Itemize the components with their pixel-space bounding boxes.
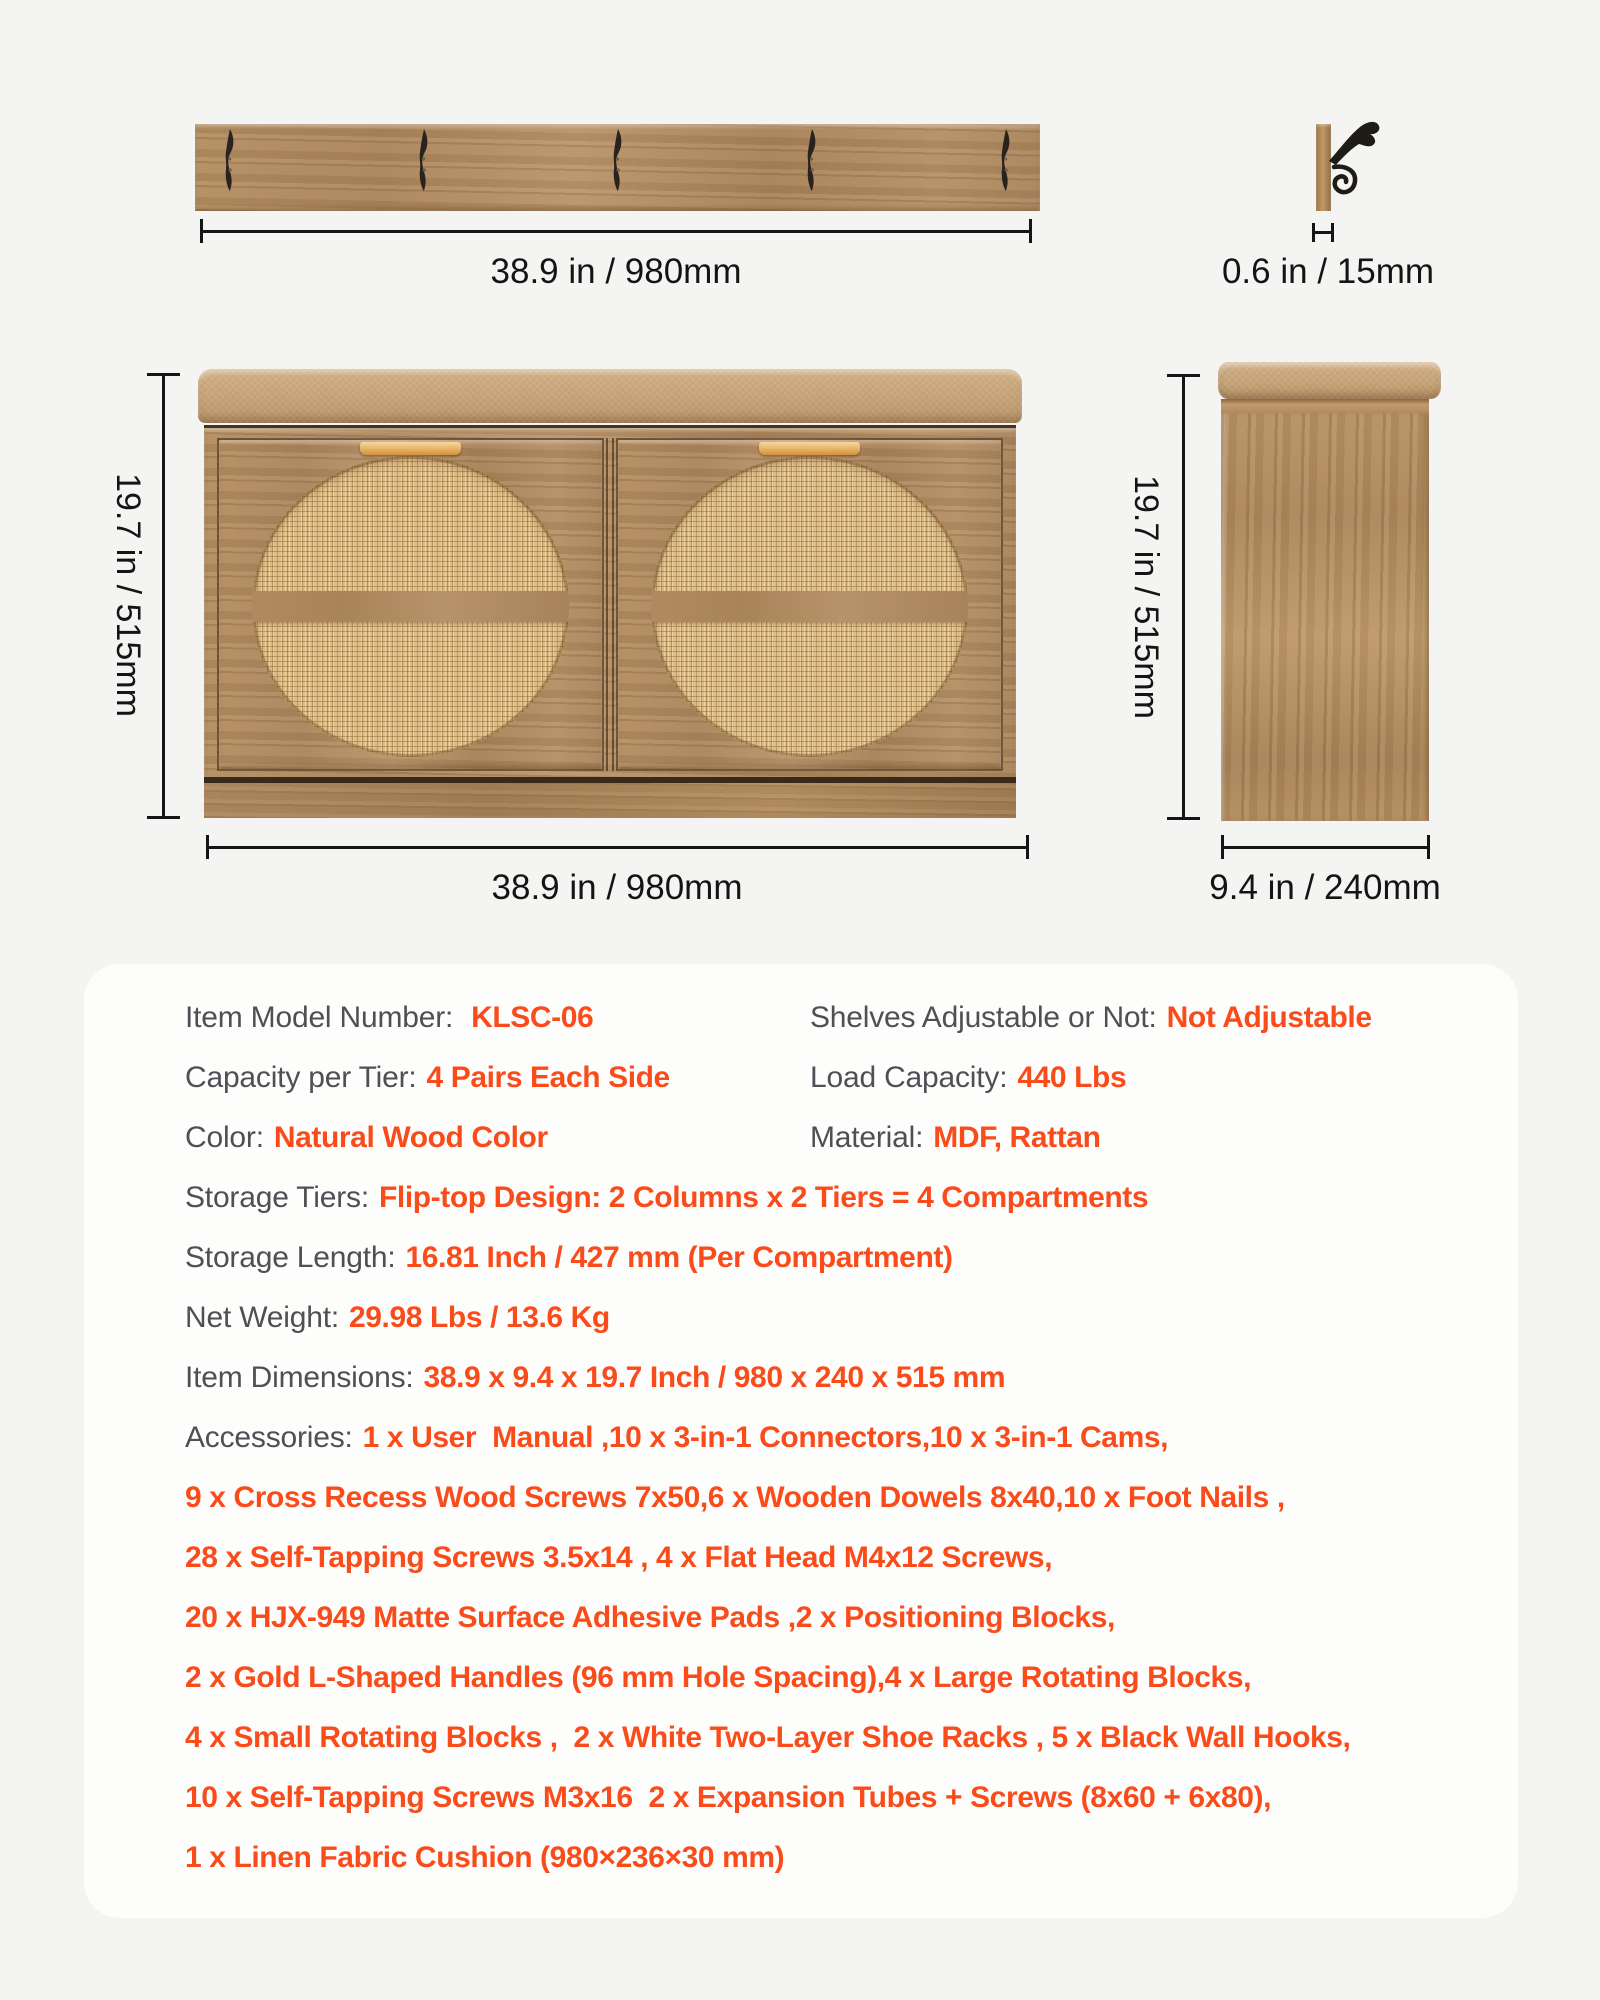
spec-cell [810, 1001, 1372, 1035]
rattan-panel [651, 456, 968, 757]
spec-label: Shelves Adjustable or Not: [810, 1001, 1157, 1034]
spec-cell [185, 1721, 1351, 1755]
bench-cushion [198, 369, 1022, 423]
spec-row [185, 1288, 1478, 1348]
spec-cell [185, 1541, 1052, 1575]
bench-cabinet [204, 425, 1016, 818]
spec-cell [185, 1301, 610, 1335]
spec-label: Net Weight: [185, 1301, 339, 1334]
spec-row [185, 1228, 1478, 1288]
coat-hook-icon [609, 128, 627, 192]
spec-cell [185, 1001, 810, 1035]
spec-cell [185, 1481, 1285, 1515]
flip-door-left [217, 438, 604, 771]
bench-width-dimension-line [206, 846, 1029, 849]
flip-door-right [616, 438, 1003, 771]
spec-value: 29.98 Lbs / 13.6 Kg [348, 1301, 610, 1334]
spec-row [185, 1828, 1478, 1888]
spec-row [185, 1588, 1478, 1648]
spec-label: Load Capacity: [810, 1061, 1008, 1094]
side-cushion [1218, 362, 1441, 399]
bench-height-label: 19.7 in / 515mm [109, 473, 147, 717]
bench-width-label: 38.9 in / 980mm [491, 868, 743, 907]
coat-hook-icon [221, 128, 239, 192]
rattan-divider-band [651, 591, 968, 622]
side-cabinet [1221, 399, 1429, 821]
spec-value: 1 x Linen Fabric Cushion (980×236×30 mm) [185, 1841, 785, 1874]
side-depth-dimension-line [1221, 846, 1430, 849]
spec-label: Material: [810, 1121, 924, 1154]
spec-value: MDF, Rattan [933, 1121, 1101, 1154]
spec-value: 2 x Gold L-Shaped Handles (96 mm Hole Spacing),4 x Large Rotating Blocks, [185, 1661, 1252, 1694]
spec-label: Item Model Number: [185, 1001, 454, 1034]
spec-row [185, 1768, 1478, 1828]
coat-hook-icon [415, 128, 433, 192]
rack-width-dimension-line [200, 230, 1032, 233]
gold-handle-icon [759, 442, 860, 455]
spec-cell [185, 1841, 784, 1875]
spec-value: 9 x Cross Recess Wood Screws 7x50,6 x Wooden Dowels 8x40,10 x Foot Nails , [185, 1481, 1285, 1514]
spec-value: 440 Lbs [1017, 1061, 1127, 1094]
spec-row [185, 1708, 1478, 1768]
hook-depth-dimension-line [1312, 231, 1334, 234]
door-gap-shadow [606, 438, 608, 771]
spec-list [185, 988, 1478, 1888]
side-height-label: 19.7 in / 515mm [1127, 475, 1165, 719]
spec-value: 16.81 Inch / 427 mm (Per Compartment) [405, 1241, 953, 1274]
spec-value: 20 x HJX-949 Matte Surface Adhesive Pads ,2 x Positioning Blocks, [185, 1601, 1115, 1634]
spec-cell [185, 1421, 1168, 1455]
door-gap-shadow [612, 438, 614, 771]
spec-cell [185, 1121, 810, 1155]
spec-value: 4 x Small Rotating Blocks , 2 x White Two-Layer Shoe Racks , 5 x Black Wall Hooks, [185, 1721, 1351, 1754]
spec-value: 28 x Self-Tapping Screws 3.5x14 , 4 x Flat Head M4x12 Screws, [185, 1541, 1053, 1574]
spec-row [185, 1168, 1478, 1228]
spec-label: Storage Tiers: [185, 1181, 369, 1214]
coat-hook-icon [803, 128, 821, 192]
spec-row [185, 1048, 1478, 1108]
spec-value: 4 Pairs Each Side [426, 1061, 670, 1094]
spec-row [185, 1108, 1478, 1168]
spec-value: Natural Wood Color [273, 1121, 548, 1154]
bench-plinth [204, 777, 1016, 818]
spec-row [185, 1408, 1478, 1468]
spec-label: Color: [185, 1121, 264, 1154]
bench-height-dimension-line [162, 373, 165, 819]
spec-cell [810, 1061, 1126, 1095]
spec-cell [185, 1061, 810, 1095]
side-top-rail [1221, 399, 1429, 413]
spec-panel [84, 964, 1518, 1918]
rack-width-label: 38.9 in / 980mm [490, 252, 742, 291]
spec-value: 10 x Self-Tapping Screws M3x16 2 x Expansion Tubes + Screws (8x60 + 6x80), [185, 1781, 1272, 1814]
spec-cell [185, 1361, 1005, 1395]
spec-row [185, 988, 1478, 1048]
wall-hook-side-icon [1326, 113, 1382, 223]
spec-value: Not Adjustable [1166, 1001, 1372, 1034]
spec-value: KLSC-06 [463, 1001, 594, 1034]
rattan-panel [252, 456, 569, 757]
gold-handle-icon [360, 442, 461, 455]
spec-label: Item Dimensions: [185, 1361, 414, 1394]
side-height-dimension-line [1182, 374, 1185, 820]
side-depth-label: 9.4 in / 240mm [1209, 868, 1441, 907]
spec-row [185, 1348, 1478, 1408]
hook-depth-label: 0.6 in / 15mm [1221, 252, 1435, 291]
spec-cell [185, 1781, 1271, 1815]
spec-label: Storage Length: [185, 1241, 396, 1274]
spec-cell [810, 1121, 1101, 1155]
side-panel [1221, 413, 1429, 821]
spec-label: Accessories: [185, 1421, 353, 1454]
coat-rack-board [195, 124, 1040, 211]
coat-hook-icon [997, 128, 1015, 192]
spec-cell [185, 1241, 953, 1275]
spec-cell [185, 1661, 1251, 1695]
spec-row [185, 1468, 1478, 1528]
spec-row [185, 1528, 1478, 1588]
spec-value: 38.9 x 9.4 x 19.7 Inch / 980 x 240 x 515 mm [423, 1361, 1006, 1394]
rattan-divider-band [252, 591, 569, 622]
spec-row [185, 1648, 1478, 1708]
spec-value: 1 x User Manual ,10 x 3-in-1 Connectors,10 x 3-in-1 Cams, [362, 1421, 1169, 1454]
spec-value: Flip-top Design: 2 Columns x 2 Tiers = 4 Compartments [378, 1181, 1149, 1214]
spec-cell [185, 1181, 1148, 1215]
spec-label: Capacity per Tier: [185, 1061, 417, 1094]
spec-cell [185, 1601, 1115, 1635]
